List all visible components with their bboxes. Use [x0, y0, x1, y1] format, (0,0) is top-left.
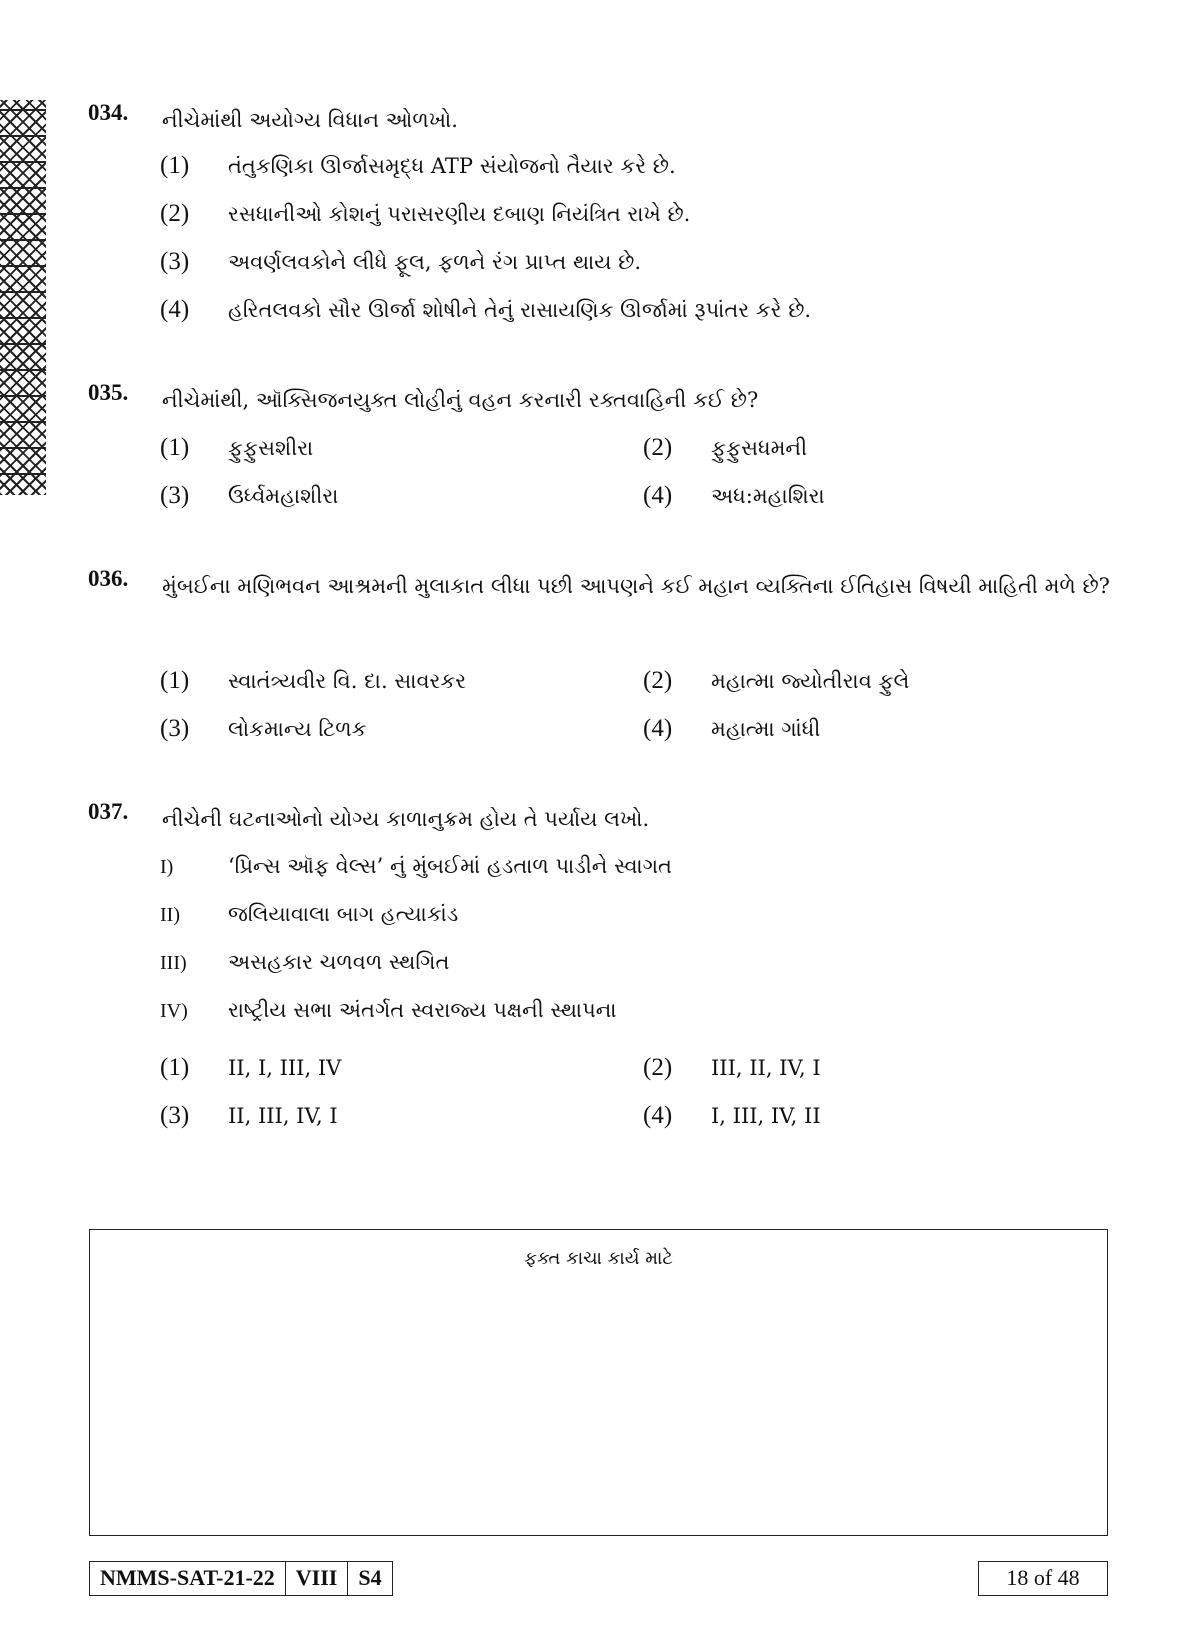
statement-number: III): [160, 952, 187, 974]
option-number: (1): [160, 434, 190, 461]
side-decorative-pattern: [0, 100, 46, 495]
option-text: II, III, IV, I: [228, 1104, 338, 1128]
option-number: (4): [643, 1102, 673, 1129]
option-1[interactable]: [160, 146, 676, 186]
question-036: [88, 566, 1118, 607]
option-2[interactable]: [643, 661, 909, 701]
question-number: 037.: [88, 799, 129, 824]
option-4[interactable]: [643, 476, 825, 516]
footer-exam-info: [89, 1561, 393, 1596]
question-text: નીચેમાંથી અયોગ્ય વિધાન ઓળખો.: [162, 108, 458, 132]
page-number: 18 of 48: [978, 1561, 1108, 1596]
statement-text: અસહકાર ચળવળ સ્થગિત: [228, 950, 450, 974]
statement-number: I): [160, 856, 174, 878]
option-number: (1): [160, 1054, 190, 1081]
question-number: 036.: [88, 566, 129, 591]
option-text: તંતુકણિકા ઊર્જાસમૃદ્ધ ATP સંયોજનો તૈયાર કરે છે.: [228, 154, 676, 178]
option-3[interactable]: [160, 709, 367, 749]
option-4[interactable]: [643, 709, 820, 749]
series: S4: [358, 1565, 382, 1590]
question-number: 035.: [88, 380, 129, 405]
option-number: (4): [643, 715, 673, 742]
rough-work-box: [89, 1229, 1108, 1536]
question-text: નીચેની ઘટનાઓનો યોગ્ય કાળાનુક્રમ હોય તે પર્યાય લખો.: [162, 807, 650, 831]
option-2[interactable]: [643, 428, 807, 468]
option-3[interactable]: [160, 476, 338, 516]
option-number: (3): [160, 715, 190, 742]
option-number: (4): [160, 296, 190, 323]
option-text: ઉર્ધ્વમહાશીરા: [228, 484, 339, 508]
statement-text: ‘પ્રિન્સ ઑફ વેલ્સ’ નું મુંબઈમાં હડતાળ પાડીને સ્વાગત: [228, 854, 672, 878]
option-4[interactable]: [160, 290, 811, 330]
statement-number: IV): [160, 1000, 188, 1022]
option-1[interactable]: [160, 1048, 341, 1088]
option-number: (1): [160, 667, 190, 694]
standard: VIII: [286, 1562, 349, 1595]
option-2[interactable]: [643, 1048, 821, 1088]
option-number: (4): [643, 482, 673, 509]
question-number: 034.: [88, 100, 129, 125]
statement-text: જલિયાવાલા બાગ હત્યાકાંડ: [228, 902, 459, 926]
statement-number: II): [160, 904, 180, 926]
option-text: રસધાનીઓ કોશનું પરાસરણીય દબાણ નિયંત્રિત રાખે છે.: [228, 202, 691, 226]
option-text: I, III, IV, II: [711, 1104, 821, 1128]
option-text: ફુફુસશીરા: [228, 436, 314, 460]
option-number: (3): [160, 1102, 190, 1129]
rough-work-label: ફક્ત કાચા કાર્ય માટે: [524, 1248, 673, 1269]
option-number: (2): [643, 667, 673, 694]
question-text: મુંબઈના મણિભવન આશ્રમની મુલાકાત લીધા પછી આપણને કઈ મહાન વ્યક્તિના ઈતિહાસ વિષયી માહિતી મળે છે?: [162, 574, 1110, 598]
option-text: III, II, IV, I: [711, 1056, 821, 1080]
option-text: અવર્ણલવકોને લીધે ફૂલ, ફળને રંગ પ્રાપ્ત થાય છે.: [228, 250, 642, 274]
option-text: II, I, III, IV: [228, 1056, 342, 1080]
exam-code: NMMS-SAT-21-22: [90, 1562, 286, 1595]
statement-text: રાષ્ટ્રીય સભા અંતર્ગત સ્વરાજ્ય પક્ષની સ્થાપના: [228, 998, 617, 1022]
option-text: હરિતલવકો સૌર ઊર્જા શોષીને તેનું રાસાયણિક ઊર્જામાં રૂપાંતર કરે છે.: [228, 298, 812, 322]
option-number: (2): [160, 200, 190, 227]
option-number: (2): [643, 434, 673, 461]
option-number: (3): [160, 482, 190, 509]
option-text: લોકમાન્ય ટિળક: [228, 717, 367, 741]
option-2[interactable]: [160, 194, 690, 234]
option-text: ફુફુસધમની: [711, 436, 808, 460]
option-number: (1): [160, 152, 190, 179]
option-text: સ્વાતંત્ર્યવીર વિ. દા. સાવરકર: [228, 669, 467, 693]
option-4[interactable]: [643, 1096, 821, 1136]
question-text: નીચેમાંથી, ઑક્સિજનયુક્ત લોહીનું વહન કરનારી રક્તવાહિની કઈ છે?: [162, 388, 759, 412]
option-text: અધ:મહાશિરા: [711, 484, 825, 508]
option-text: મહાત્મા ગાંધી: [711, 717, 821, 741]
question-035: [88, 380, 1118, 421]
option-text: મહાત્મા જ્યોતીરાવ ફુલે: [711, 669, 910, 693]
statement-iii: [160, 942, 449, 982]
option-3[interactable]: [160, 1096, 338, 1136]
option-1[interactable]: [160, 661, 466, 701]
statement-iv: [160, 990, 617, 1030]
statement-i: [160, 846, 672, 886]
question-034: [88, 100, 1118, 141]
option-number: (3): [160, 248, 190, 275]
option-1[interactable]: [160, 428, 313, 468]
option-3[interactable]: [160, 242, 641, 282]
question-037: [88, 799, 1118, 840]
statement-ii: [160, 894, 458, 934]
option-number: (2): [643, 1054, 673, 1081]
